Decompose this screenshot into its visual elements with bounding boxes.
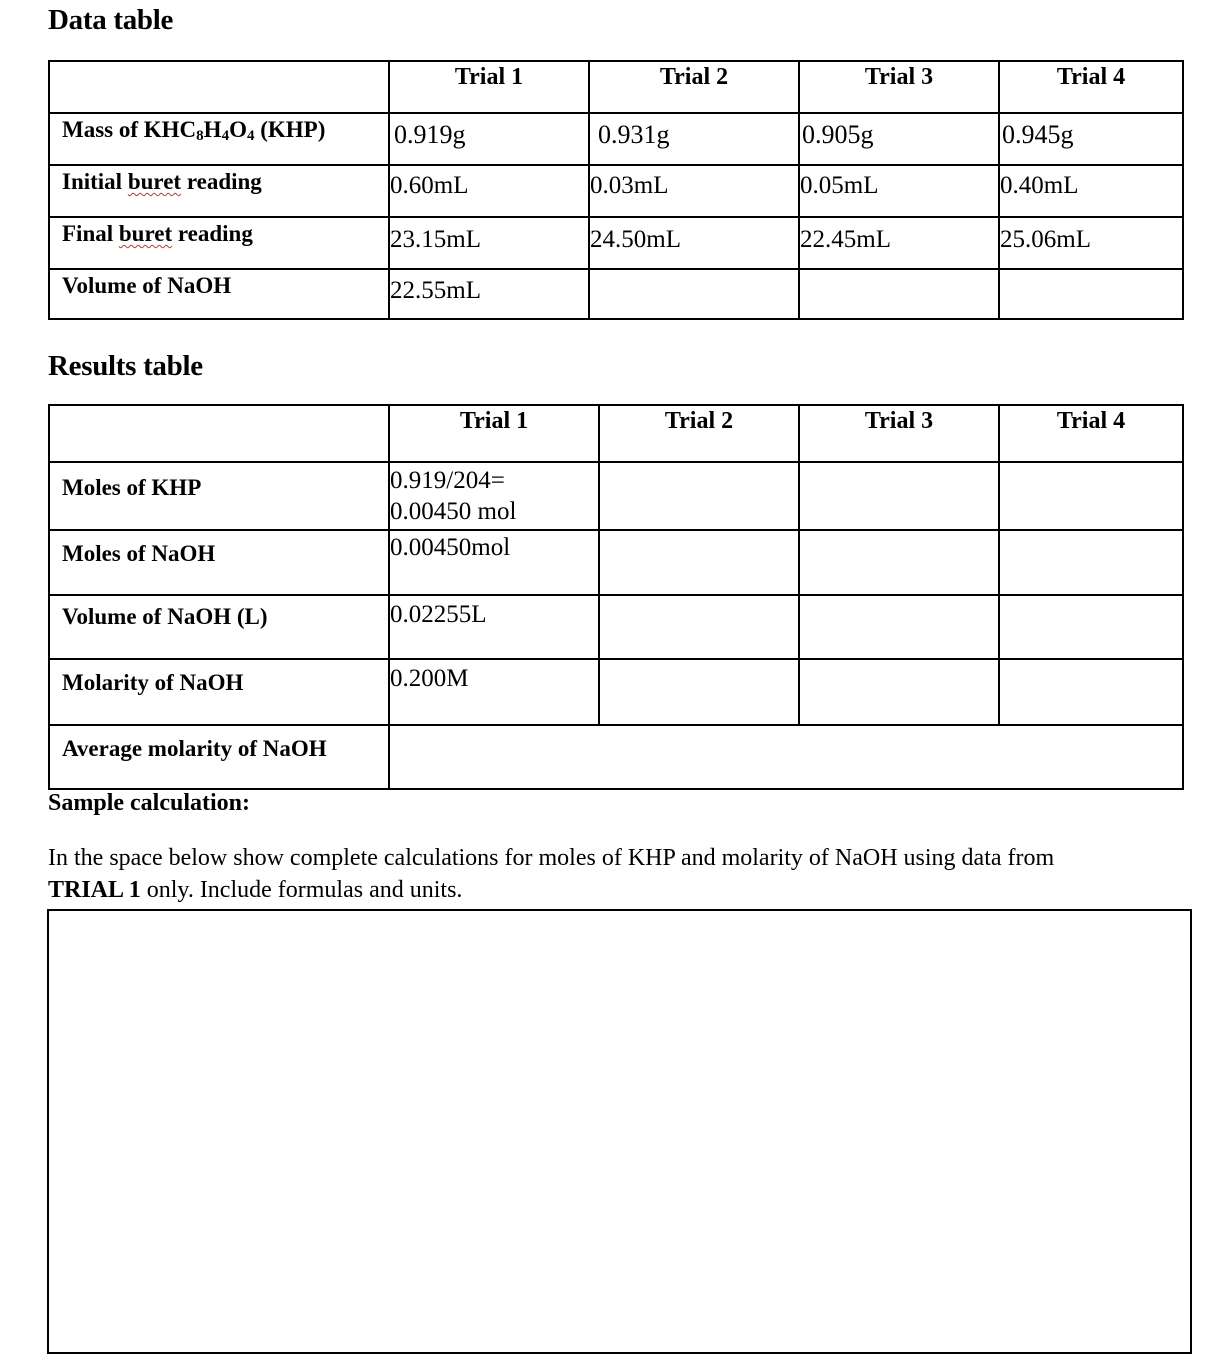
initial-trial-3: 0.05mL [800,166,1000,218]
instructions-line-1: In the space below show complete calculations for moles of KHP and molarity of NaOH using data from [48,845,1055,871]
volume-l-trial-1: 0.02255L [390,596,600,660]
data-col-header-trial-4: Trial 4 [1000,62,1182,114]
results-table [48,404,1184,790]
results-table-corner-cell [50,406,390,463]
results-col-header-trial-2: Trial 2 [600,406,800,463]
row-label-molarity-naoh: Molarity of NaOH [50,660,390,726]
results-col-header-trial-3: Trial 3 [800,406,1000,463]
instructions-line-2: only. Include formulas and units. [140,877,463,903]
moles-khp-trial-3 [800,463,1000,531]
volume-trial-4 [1000,270,1182,318]
moles-naoh-trial-2 [600,531,800,596]
mass-trial-4: 0.945g [1000,114,1182,166]
molarity-trial-4 [1000,660,1182,726]
row-label-final-buret: Final buret reading [50,218,390,270]
mass-trial-1: 0.919g [390,114,590,166]
sample-instructions [48,842,1188,906]
row-label-volume-naoh-l: Volume of NaOH (L) [50,596,390,660]
row-label-moles-naoh: Moles of NaOH [50,531,390,596]
moles-khp-calc-line: 0.919/204= [390,467,505,494]
moles-khp-result-line: 0.00450 mol [390,498,517,525]
row-label-mass-khp: Mass of $KHC_8H_4O_4$ (KHP) [50,114,390,166]
final-trial-3: 22.45mL [800,218,1000,270]
row-label-volume-naoh: Volume of NaOH [50,270,390,318]
molarity-trial-2 [600,660,800,726]
volume-l-trial-2 [600,596,800,660]
final-trial-2: 24.50mL [590,218,800,270]
final-trial-4: 25.06mL [1000,218,1182,270]
data-col-header-trial-1: Trial 1 [390,62,590,114]
moles-khp-trial-2 [600,463,800,531]
moles-naoh-trial-1: 0.00450mol [390,531,600,596]
mass-trial-2: 0.931g [590,114,800,166]
results-col-header-trial-1: Trial 1 [390,406,600,463]
data-col-header-trial-3: Trial 3 [800,62,1000,114]
initial-trial-1: 0.60mL [390,166,590,218]
volume-l-trial-4 [1000,596,1182,660]
calculation-answer-box[interactable] [47,909,1192,1354]
volume-l-trial-3 [800,596,1000,660]
molarity-trial-1: 0.200M [390,660,600,726]
row-label-average-molarity: Average molarity of NaOH [50,726,390,788]
volume-trial-2 [590,270,800,318]
data-table-heading: Data table [48,4,174,36]
results-table-heading: Results table [48,350,203,382]
final-trial-1: 23.15mL [390,218,590,270]
volume-trial-1: 22.55mL [390,270,590,318]
results-col-header-trial-4: Trial 4 [1000,406,1182,463]
moles-naoh-trial-4 [1000,531,1182,596]
mass-trial-3: 0.905g [800,114,1000,166]
volume-trial-3 [800,270,1000,318]
instructions-trial-emphasis: TRIAL 1 [48,877,141,903]
average-molarity-value [390,726,1182,788]
initial-trial-2: 0.03mL [590,166,800,218]
data-table [48,60,1184,320]
moles-khp-trial-1 [390,463,600,531]
initial-trial-4: 0.40mL [1000,166,1182,218]
row-label-initial-buret: Initial buret reading [50,166,390,218]
moles-khp-trial-4 [1000,463,1182,531]
sample-calculation-title: Sample calculation: [48,790,250,816]
molarity-trial-3 [800,660,1000,726]
moles-naoh-trial-3 [800,531,1000,596]
row-label-moles-khp: Moles of KHP [50,463,390,531]
data-col-header-trial-2: Trial 2 [590,62,800,114]
data-table-corner-cell [50,62,390,114]
